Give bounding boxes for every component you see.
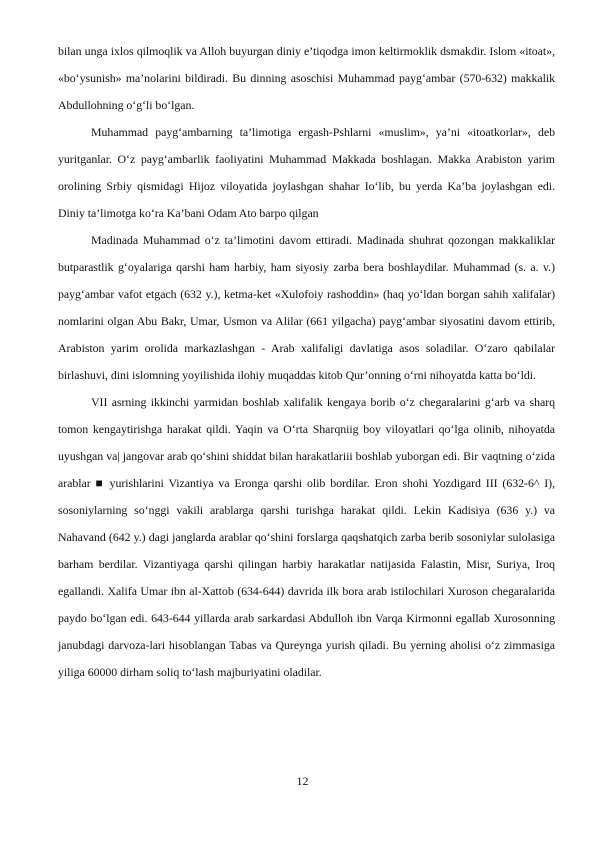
paragraph-2: Muhammad payg‘ambarning ta’limotiga ergash-Pshlarni «muslim», ya’ni «itoatkorlar», deb yuritganlar. O‘z payg‘ambarlik faoliyatini Muhammad Makkada boshlagan. Makka Arabiston yarim orolining Srbiy qismidagi Hijoz viloyatida joylashgan shahar Io‘lib, bu yerda Ka’ba joylashgan edi. Diniy ta’limotga ko‘ra Ka’bani Odam Ato barpo qilgan [58,125,555,220]
paragraph-4: VII asrning ikkinchi yarmidan boshlab xalifalik kengaya borib o‘z chegaralarini g‘arb va sharq tomon kengaytirishga harakat qildi. Yaqin va O‘rta Sharqniig boy viloyatlari qo‘lga olinib, nihoyatda uyushgan va| jangovar arab qo‘shini shiddat bilan harakatlariii boshlab yuborgan edi. Bir vaqtning o‘zida arablar ■ yurishlarini Vizantiya va Eronga qarshi olib bordilar. Eron shohi Yozdigard III (632-6^ I), sosoniylarning so‘nggi vakili arablarga qarshi turishga harakat qildi. Lekin Kadisiya (636 y.) va Nahavand (642 y.) dagi janglarda arablar qo‘shini forslarga qaqshatqich zarba berib sosoniylar sulolasiga barham berdilar. Vizantiyaga qarshi qilingan harbiy harakatlar natijasida Falastin, Misr, Suriya, Iroq egallandi. Xalifa Umar ibn al-Xattob (634-644) davrida ilk bora arab istilochilari Xuroson chegaralarida paydo bo‘lgan edi. 643-644 yillarda arab sarkardasi Abdulloh ibn Varqa Kirmonni egallab Xurosonning janubdagi darvoza-lari hisoblangan Tabas va Qureynga yurish qiladi. Bu yerning aholisi o‘z zimmasiga yiliga 60000 dirham soliq to‘lash majburiyatini oladilar. [58,395,555,679]
paragraph-1: bilan unga ixlos qilmoqlik va Alloh buyurgan diniy e’tiqodga imon keltirmoklik dsmakdir. Islom «itoat», «bo‘ysunish» ma’nolarini bildiradi. Bu dinning asoschisi Muhammad payg‘ambar (570-632) makkalik Abdullohning o‘g‘li bo‘lgan. [58,44,555,112]
paragraph-3: Madinada Muhammad o‘z ta’limotini davom ettiradi. Madinada shuhrat qozongan makkaliklar butparastlik g‘oyalariga qarshi ham harbiy, ham siyosiy zarba bera boshlaydilar. Muhammad (s. a. v.) payg‘ambar vafot etgach (632 y.), ketma-ket «Xulofoiy rashoddin» (haq yo‘ldan borgan sahih xalifalar) nomlarini olgan Abu Bakr, Umar, Usmon va Alilar (661 yilgacha) payg‘ambar siyosatini davom ettirib, Arabiston yarim orolida markazlashgan - Arab xalifaligi davlatiga asos soladilar. O‘zaro qabilalar birlashuvi, dini islomning yoyilishida ilohiy muqaddas kitob Qur’onning o‘rni nihoyatda katta bo‘ldi. [58,233,555,382]
page-number: 12 [296,774,309,788]
page-body [58,38,555,686]
